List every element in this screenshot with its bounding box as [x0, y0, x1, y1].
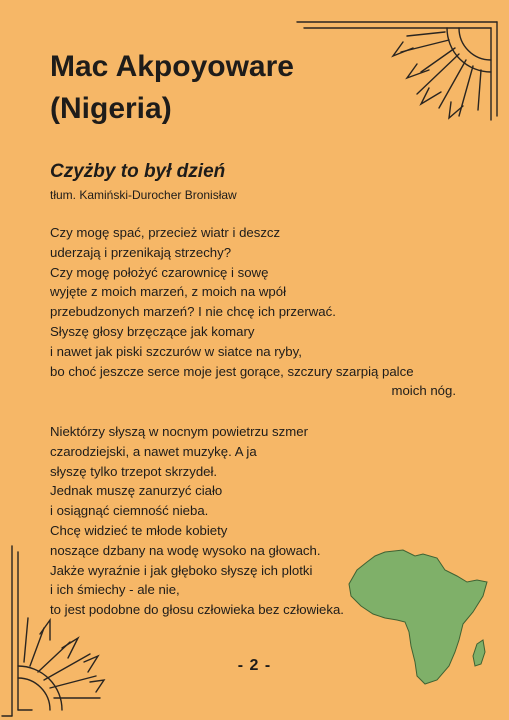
corner-sun-ornament-bottom-left [0, 538, 110, 720]
corner-sun-ornament-top-right [289, 12, 499, 124]
poem-line: Chcę widzieć te młode kobiety [50, 522, 228, 538]
page-number: - 2 - [237, 657, 272, 674]
poem-line: to jest podobne do głosu człowieka bez człowieka. [50, 602, 344, 618]
poem-line: i osiągnąć ciemność nieba. [50, 503, 209, 519]
poem-line: i ich śmiechy - ale nie, [50, 582, 180, 598]
poem-line: Jakże wyraźnie i jak głęboko słyszę ich plotki [50, 562, 313, 578]
poem-line: noszące dzbany na wodę wysoko na głowach. [50, 542, 321, 558]
author-country-line: (Nigeria) [50, 92, 172, 125]
poem-line: czarodziejski, a nawet muzykę. A ja [50, 443, 257, 459]
poem-line: Jednak muszę zanurzyć ciało [50, 483, 223, 499]
poem-title: Czyżby to był dzień [50, 161, 226, 182]
poem-line: uderzają i przenikają strzechy? [50, 244, 232, 260]
poem-line: wyjęte z moich marzeń, z moich na wpół [50, 284, 286, 300]
author-name-line: Mac Akpoyoware [50, 50, 294, 83]
poem-line: Czy mogę położyć czarownicę i sowę [50, 264, 269, 280]
poem-line: Słyszę głosy brzęczące jak komary [50, 323, 255, 339]
poem-line: słyszę tylko trzepot skrzydeł. [50, 463, 218, 479]
translator-credit: tłum. Kamiński-Durocher Bronisław [50, 188, 237, 202]
poem-line: i nawet jak piski szczurów w siatce na ryby, [50, 343, 302, 359]
poem-line: Czy mogę spać, przecież wiatr i deszcz [50, 225, 281, 240]
poem-line: Niektórzy słyszą w nocnym powietrzu szmer [50, 424, 308, 439]
poem-line: bo choć jeszcze serce moje jest gorące, szczury szarpią palce [50, 363, 414, 379]
poem-line-continuation: moich nóg. [391, 383, 456, 399]
poem-stanza-1 [50, 223, 456, 401]
poem-line: przebudzonych marzeń? I nie chcę ich przerwać. [50, 304, 336, 320]
